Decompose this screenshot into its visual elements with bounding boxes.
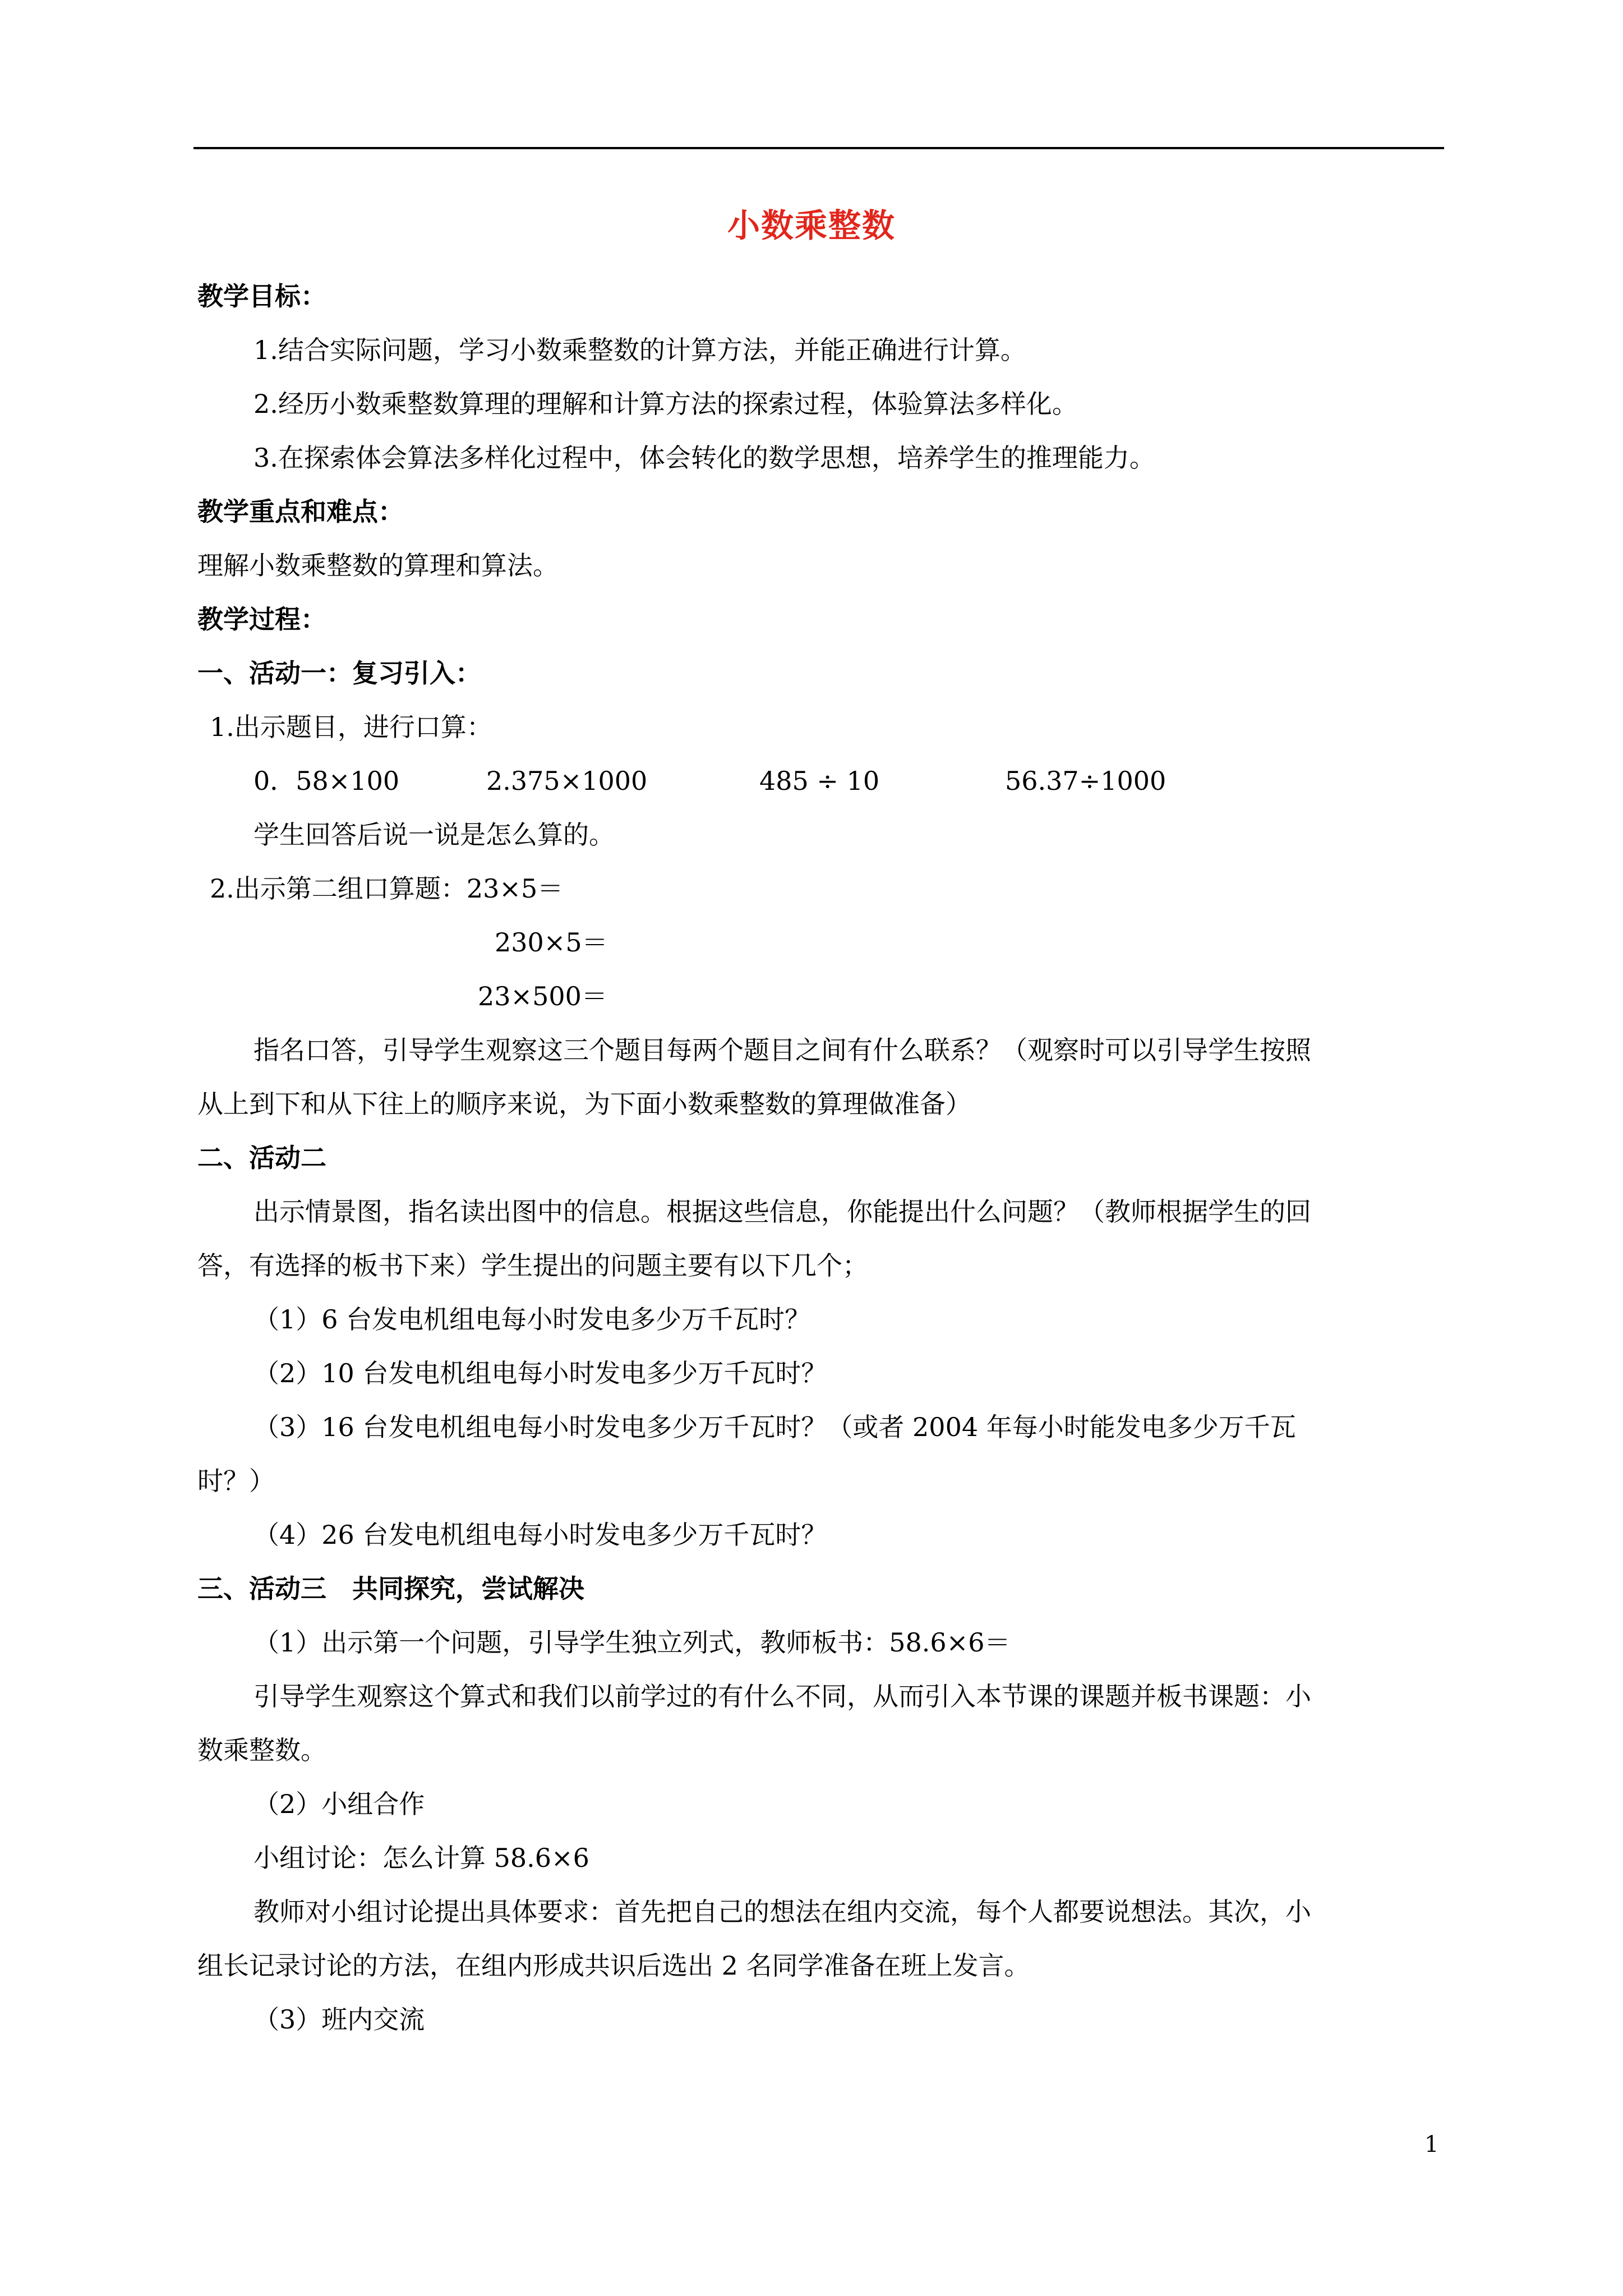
step-item: （1）出示第一个问题，引导学生独立列式，教师板书：58.6×6＝ bbox=[253, 1627, 1011, 1658]
activity2-heading: 二、活动二 bbox=[197, 1143, 326, 1173]
step-item: （2）小组合作 bbox=[253, 1789, 425, 1819]
goal-item: 3.在探索体会算法多样化过程中，体会转化的数学思想，培养学生的推理能力。 bbox=[253, 443, 1155, 473]
activity1-item2: 2.出示第二组口算题：23×5＝ bbox=[210, 873, 564, 904]
question-item: （3）16 台发电机组电每小时发电多少万千瓦时？（或者 2004 年每小时能发电多少万千瓦 bbox=[253, 1412, 1296, 1442]
question-item: （2）10 台发电机组电每小时发电多少万千瓦时？ bbox=[253, 1358, 827, 1388]
goal-item: 1.结合实际问题，学习小数乘整数的计算方法，并能正确进行计算。 bbox=[253, 335, 1026, 365]
header-rule bbox=[193, 147, 1444, 149]
calc-item: 485 ÷ 10 bbox=[759, 766, 880, 796]
goals-heading: 教学目标： bbox=[197, 281, 326, 311]
calc-row bbox=[197, 754, 1431, 808]
calc-item: 2.375×1000 bbox=[486, 766, 648, 796]
paragraph-line: 小组讨论：怎么计算 58.6×6 bbox=[253, 1843, 589, 1873]
paragraph-line: 指名口答，引导学生观察这三个题目每两个题目之间有什么联系？（观察时可以引导学生按照 bbox=[253, 1035, 1311, 1065]
document-body bbox=[197, 269, 1431, 2046]
activity1-item1: 1.出示题目，进行口算： bbox=[210, 712, 492, 742]
question-item: （4）26 台发电机组电每小时发电多少万千瓦时？ bbox=[253, 1520, 827, 1550]
activity1-after-calc: 学生回答后说一说是怎么算的。 bbox=[253, 820, 615, 850]
key-heading: 教学重点和难点： bbox=[197, 496, 404, 527]
goal-item: 2.经历小数乘整数算理的理解和计算方法的探索过程，体验算法多样化。 bbox=[253, 389, 1078, 419]
activity1-heading: 一、活动一：复习引入： bbox=[197, 658, 481, 688]
question-item: （1）6 台发电机组电每小时发电多少万千瓦时？ bbox=[253, 1304, 811, 1335]
key-text: 理解小数乘整数的算理和算法。 bbox=[197, 550, 559, 581]
paragraph-line: 从上到下和从下往上的顺序来说，为下面小数乘整数的算理做准备） bbox=[197, 1089, 971, 1119]
equation: 230×5＝ bbox=[495, 927, 608, 958]
paragraph-line: 数乘整数。 bbox=[197, 1735, 326, 1765]
calc-item: 0．58×100 bbox=[253, 766, 400, 796]
question-item-continued: 时？） bbox=[197, 1466, 275, 1496]
paragraph-line: 出示情景图，指名读出图中的信息。根据这些信息，你能提出什么问题？（教师根据学生的回 bbox=[253, 1197, 1311, 1227]
paragraph-line: 引导学生观察这个算式和我们以前学过的有什么不同，从而引入本节课的课题并板书课题：小 bbox=[253, 1681, 1311, 1711]
calc-item: 56.37÷1000 bbox=[1005, 766, 1166, 796]
document-title: 小数乘整数 bbox=[727, 206, 896, 245]
equation: 23×500＝ bbox=[478, 981, 607, 1011]
activity3-heading: 三、活动三 共同探究，尝试解决 bbox=[197, 1573, 584, 1604]
step-item: （3）班内交流 bbox=[253, 2004, 425, 2035]
page-number: 1 bbox=[1424, 2132, 1439, 2157]
paragraph-line: 答，有选择的板书下来）学生提出的问题主要有以下几个； bbox=[197, 1250, 868, 1281]
paragraph-line: 组长记录讨论的方法，在组内形成共识后选出 2 名同学准备在班上发言。 bbox=[197, 1950, 1030, 1981]
paragraph-line: 教师对小组讨论提出具体要求：首先把自己的想法在组内交流，每个人都要说想法。其次，小 bbox=[253, 1897, 1311, 1927]
process-heading: 教学过程： bbox=[197, 604, 326, 634]
